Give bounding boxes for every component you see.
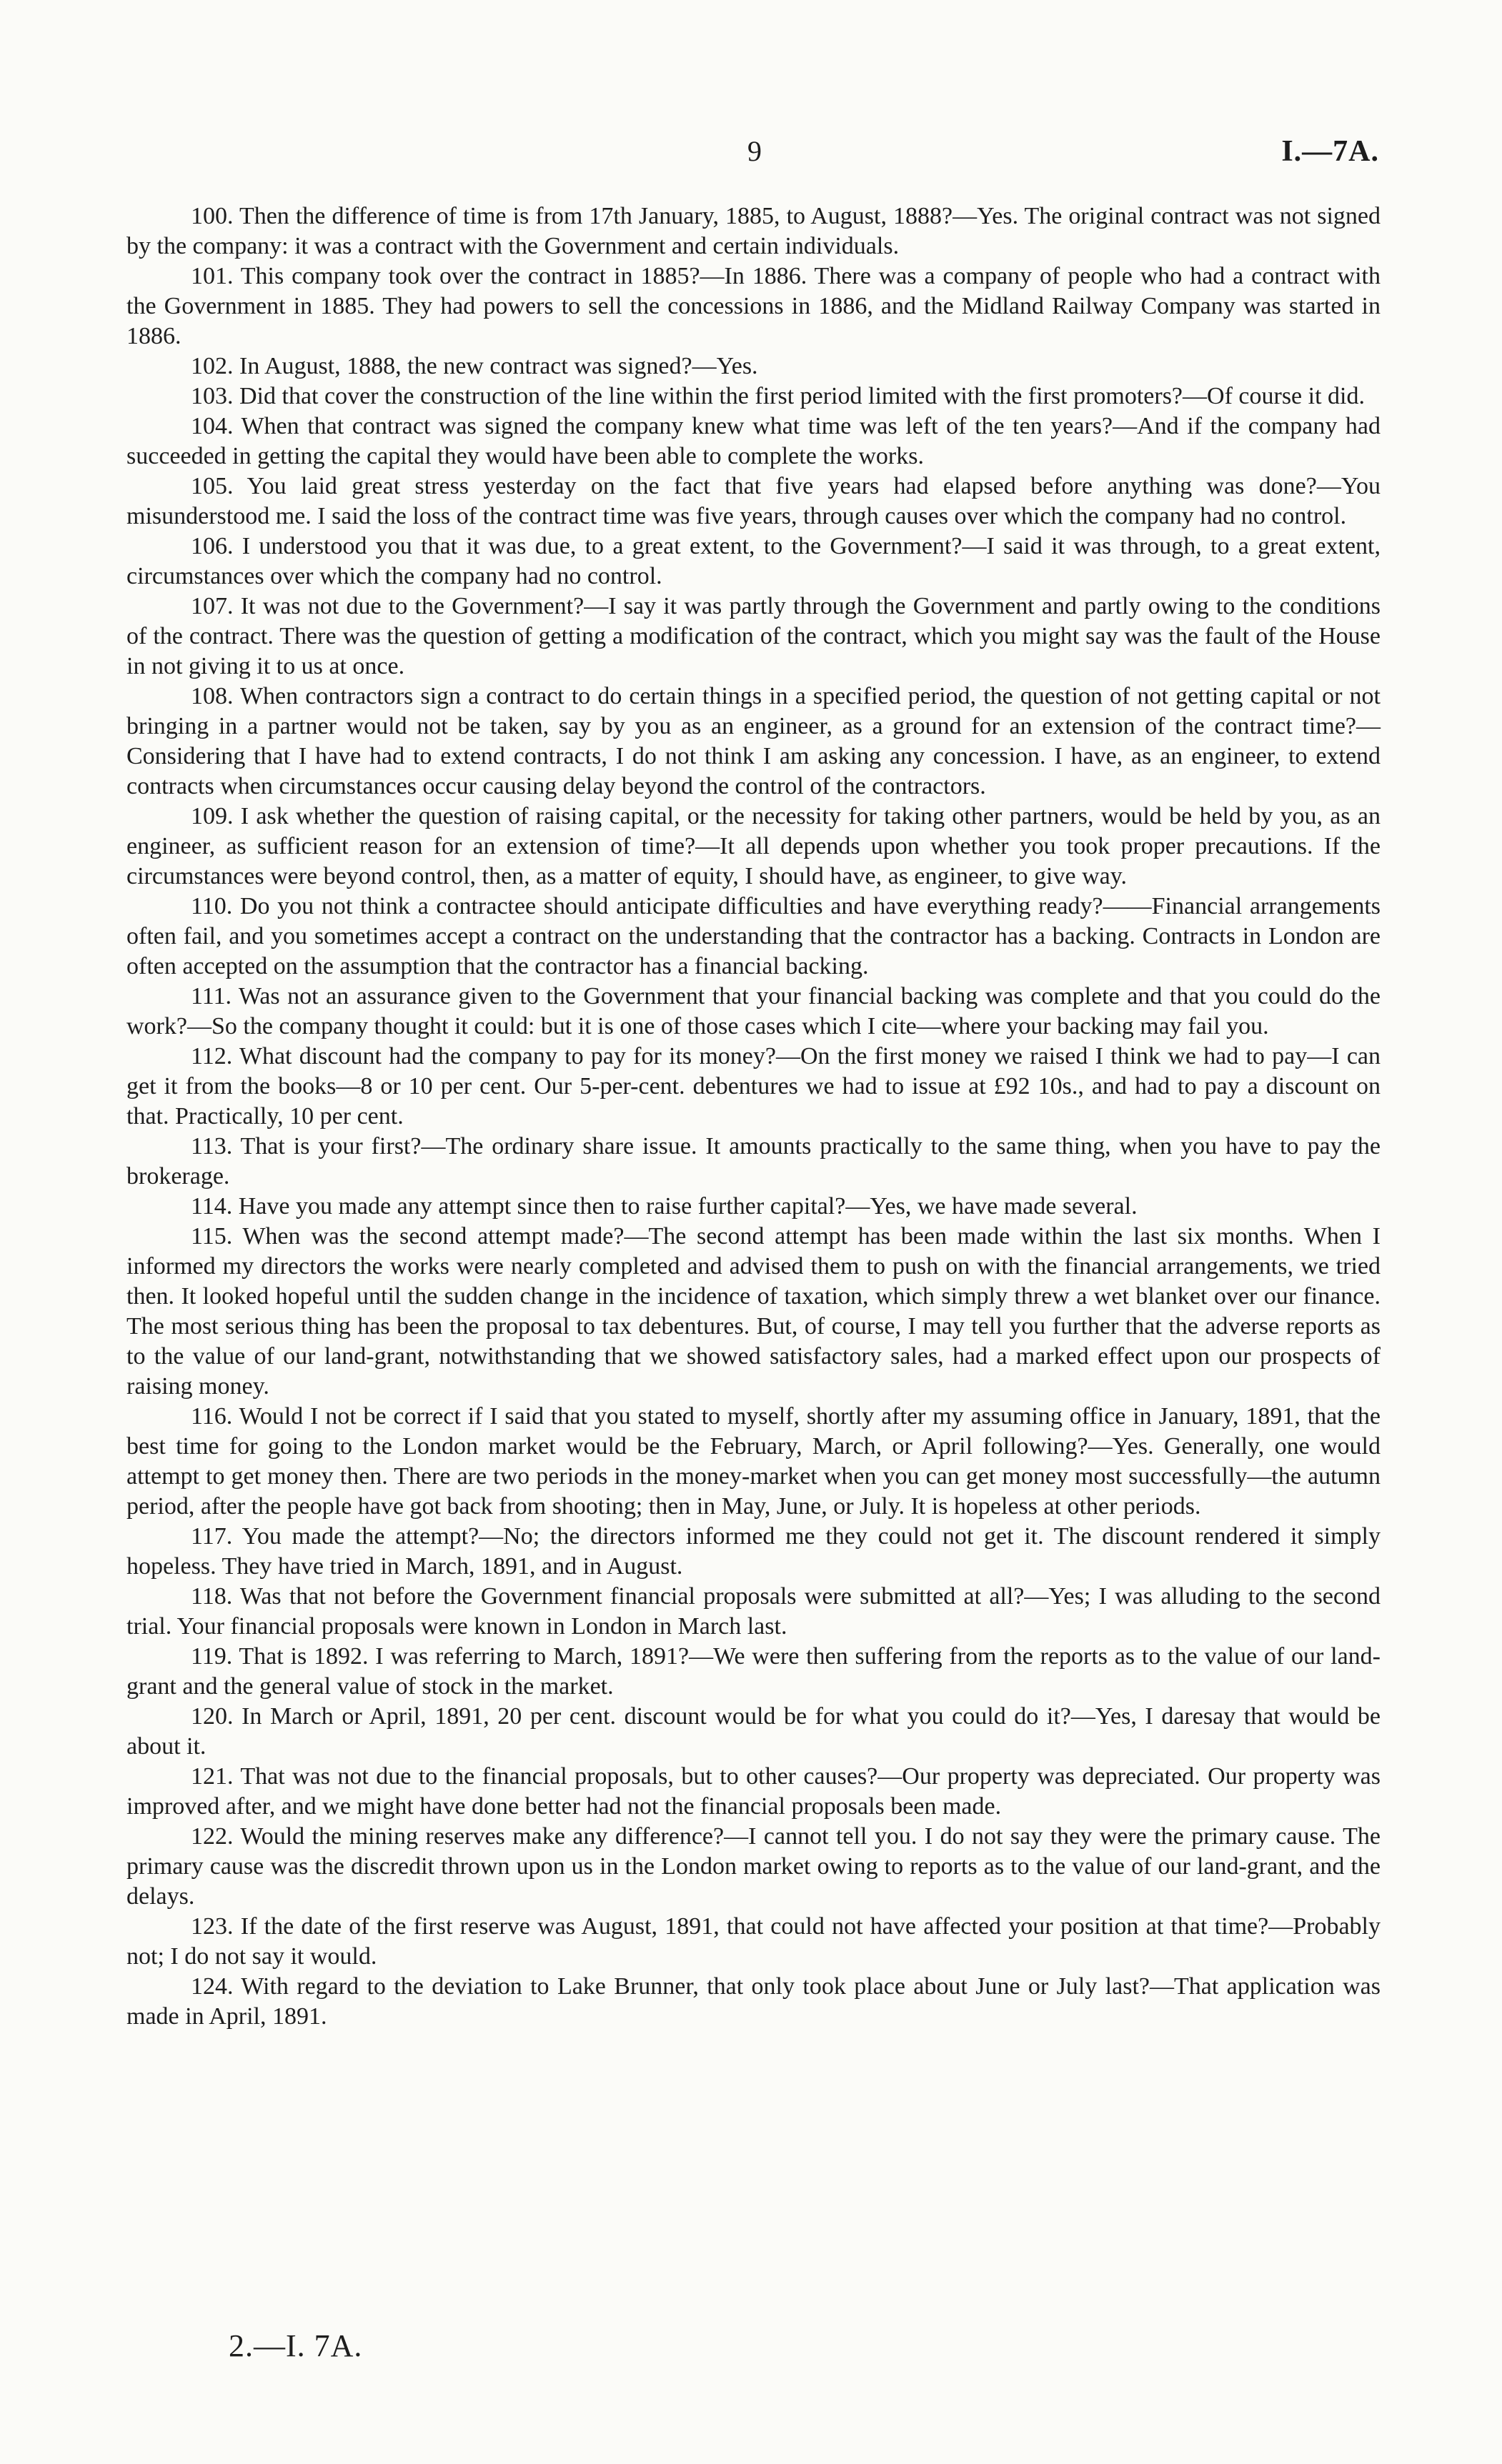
paragraph-112: 112. What discount had the company to pay for its money?—On the first money we raised I think we had to pay—I can get it from the books—8 or 10 per cent. Our 5-per-cent. debentures we had to issue at £92 10s., and had to pay a discount on that. Practically, 10 per cent. (126, 1043, 1381, 1129)
paragraph-118: 118. Was that not before the Government financial proposals were submitted at all?—Yes; I was alluding to the second trial. Your financial proposals were known in London in March last. (126, 1583, 1381, 1640)
printer-signature: 2.—I. 7A. (229, 2328, 363, 2363)
paragraph-124: 124. With regard to the deviation to Lake Brunner, that only took place about June or July last?—That application was made in April, 1891. (126, 1973, 1381, 2030)
paragraph-122: 122. Would the mining reserves make any difference?—I cannot tell you. I do not say they were the primary cause. The primary cause was the discredit thrown upon us in the London market owing to reports as to the value of our land-grant, and the delays. (126, 1823, 1381, 1910)
paragraph-103: 103. Did that cover the construction of the line within the first period limited with the first promoters?—Of course it did. (191, 383, 1365, 409)
paragraph-110: 110. Do you not think a contractee should anticipate difficulties and have everything ready?——Financial arrangements often fail, and you sometimes accept a contract on the understanding that the contractor has a backing. Contracts in London are often accepted on the assumption that the contractor has a financial backing. (126, 893, 1381, 979)
paragraph-101: 101. This company took over the contract in 1885?—In 1886. There was a company of people who had a contract with the Government in 1885. They had powers to sell the concessions in 1886, and the Midland Railway Company was started in 1886. (126, 263, 1381, 349)
paragraph-121: 121. That was not due to the financial proposals, but to other causes?—Our property was depreciated. Our property was improved after, and we might have done better had not the financial proposals been made. (126, 1763, 1381, 1820)
paragraph-111: 111. Was not an assurance given to the Government that your financial backing was complete and that you could do the work?—So the company thought it could: but it is one of those cases which I cite—where your backing may fail you. (126, 983, 1381, 1039)
paragraph-109: 109. I ask whether the question of raising capital, or the necessity for taking other partners, would be held by you, as an engineer, as sufficient reason for an extension of time?—It all depends upon whether you took proper precautions. If the circumstances were beyond control, then, as a matter of equity, I should have, as engineer, to give way. (126, 803, 1381, 889)
paragraph-116: 116. Would I not be correct if I said that you stated to myself, shortly after my assuming office in January, 1891, that the best time for going to the London market would be the February, March, or April following?—Yes. Generally, one would attempt to get money then. There are two periods in the money-market when you can get money most successfully—the autumn period, after the people have got back from shooting; then in May, June, or July. It is hopeless at other periods. (126, 1403, 1381, 1520)
document-reference: I.—7A. (1281, 135, 1379, 168)
paragraph-123: 123. If the date of the first reserve was August, 1891, that could not have affected your position at that time?—Probably not; I do not say it would. (126, 1913, 1381, 1970)
paragraph-102: 102. In August, 1888, the new contract was signed?—Yes. (191, 353, 758, 379)
page-number: 9 (747, 135, 762, 167)
paragraph-117: 117. You made the attempt?—No; the directors informed me they could not get it. The discount rendered it simply hopeless. They have tried in March, 1891, and in August. (126, 1523, 1381, 1580)
paragraph-106: 106. I understood you that it was due, to a great extent, to the Government?—I said it was through, to a great extent, circumstances over which the company had no control. (126, 533, 1381, 589)
page-header (129, 134, 1379, 170)
paragraph-108: 108. When contractors sign a contract to do certain things in a specified period, the question of not getting capital or not bringing in a partner would not be taken, say by you as an engineer, as a ground for an extension of the contract time?—Considering that I have had to extend contracts, I do not think I am asking any concession. I have, as an engineer, to extend contracts when circumstances occur causing delay beyond the control of the contractors. (126, 683, 1381, 799)
paragraph-107: 107. It was not due to the Government?—I say it was partly through the Government and partly owing to the conditions of the contract. There was the question of getting a modification of the contract, which you might say was the fault of the House in not giving it to us at once. (126, 593, 1381, 679)
paragraph-113: 113. That is your first?—The ordinary share issue. It amounts practically to the same thing, when you have to pay the brokerage. (126, 1133, 1381, 1189)
paragraph-100: 100. Then the difference of time is from 17th January, 1885, to August, 1888?—Yes. The original contract was not signed by the company: it was a contract with the Government and certain individuals. (126, 203, 1381, 259)
paragraph-115: 115. When was the second attempt made?—The second attempt has been made within the last six months. When I informed my directors the works were nearly completed and advised them to push on with the financial arrangements, we tried then. It looked hopeful until the sudden change in the incidence of taxation, which simply threw a wet blanket over our finance. The most serious thing has been the proposal to tax debentures. But, of course, I may tell you further that the adverse reports as to the value of our land-grant, notwithstanding that we showed satisfactory sales, had a marked effect upon our prospects of raising money. (126, 1223, 1381, 1400)
paragraph-105: 105. You laid great stress yesterday on the fact that five years had elapsed before anything was done?—You misunderstood me. I said the loss of the contract time was five years, through causes over which the company had no control. (126, 473, 1381, 529)
document-body (126, 201, 1381, 2032)
paragraph-114: 114. Have you made any attempt since then to raise further capital?—Yes, we have made several. (191, 1193, 1138, 1219)
paragraph-120: 120. In March or April, 1891, 20 per cent. discount would be for what you could do it?—Yes, I daresay that would be about it. (126, 1703, 1381, 1760)
paragraph-104: 104. When that contract was signed the company knew what time was left of the ten years?—And if the company had succeeded in getting the capital they would have been able to complete the works. (126, 413, 1381, 469)
paragraph-119: 119. That is 1892. I was referring to March, 1891?—We were then suffering from the reports as to the value of our land-grant and the general value of stock in the market. (126, 1643, 1381, 1700)
